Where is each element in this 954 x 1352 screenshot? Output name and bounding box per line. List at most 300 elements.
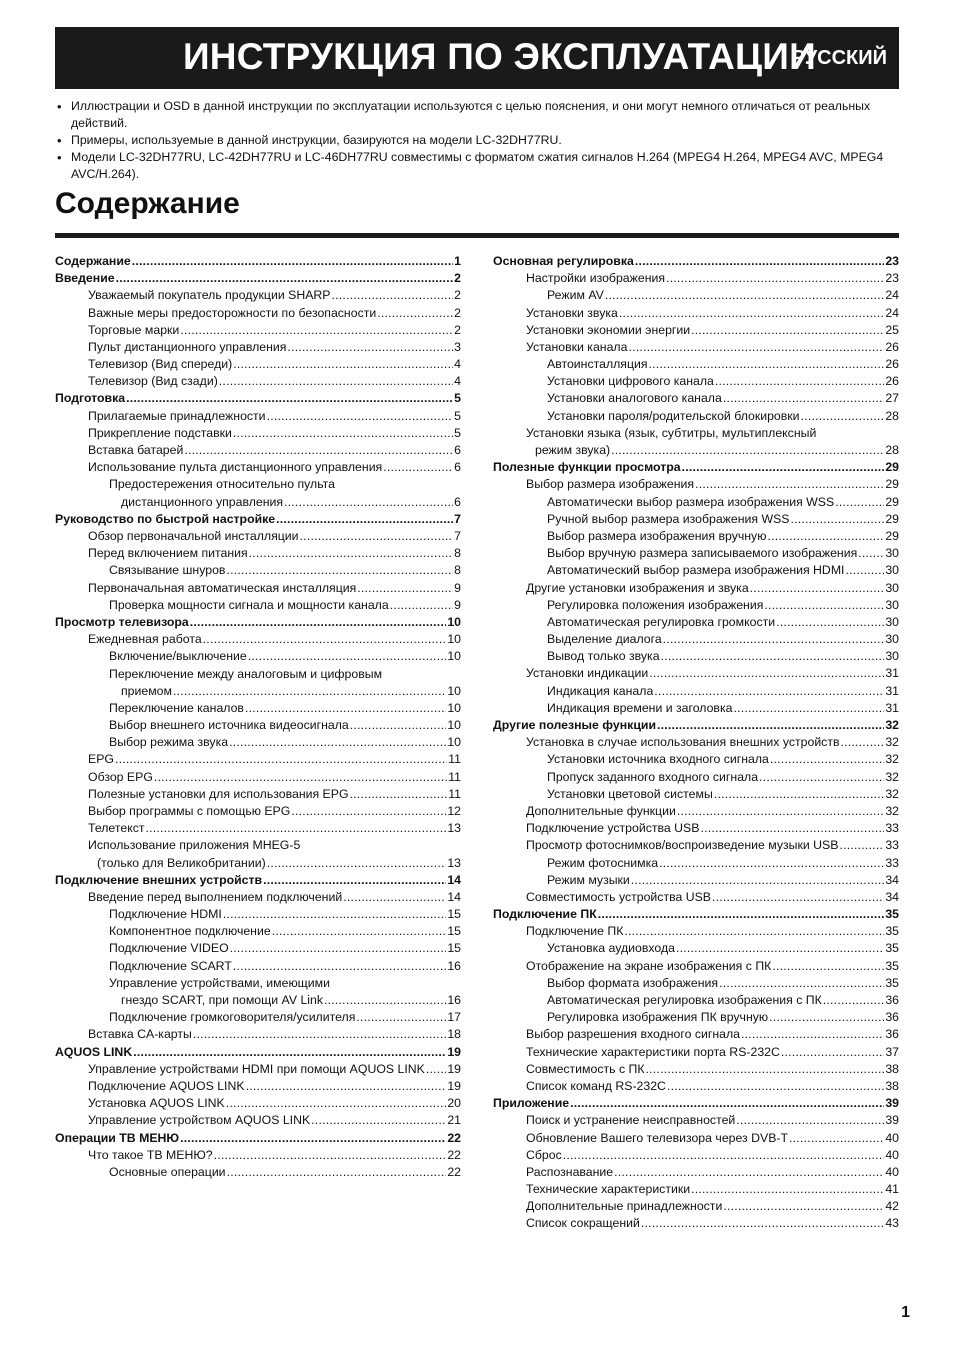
- toc-entry-title: Телевизор (Вид спереди): [88, 357, 233, 372]
- toc-entry-title: Выбор размера изображения вручную: [547, 528, 767, 543]
- dot-leader: [598, 906, 885, 923]
- toc-entry-page: 10: [447, 614, 461, 629]
- toc-entry[interactable]: [493, 1130, 899, 1147]
- toc-entry[interactable]: [493, 975, 899, 992]
- toc-entry-title: Выбор вручную размера записываемого изображения: [547, 546, 858, 561]
- toc-entry-page: 30: [885, 563, 899, 578]
- toc-entry[interactable]: [55, 803, 461, 820]
- toc-entry-title: Управление устройствами HDMI при помощи AQUOS LINK: [88, 1061, 425, 1076]
- dot-leader: [116, 270, 454, 287]
- dot-leader: [184, 442, 453, 459]
- toc-entry[interactable]: [493, 1216, 899, 1233]
- toc-entry[interactable]: [493, 1009, 899, 1026]
- toc-entry[interactable]: [493, 889, 899, 906]
- toc-entry-title: Перед включением питания: [88, 546, 248, 561]
- toc-entry-page: 33: [885, 821, 899, 836]
- toc-entry-page: 5: [454, 391, 461, 406]
- dot-leader: [723, 1198, 884, 1215]
- dot-leader: [649, 356, 885, 373]
- dot-leader: [772, 958, 884, 975]
- toc-entry[interactable]: [55, 872, 461, 889]
- toc-entry-title: Сброс: [526, 1147, 562, 1162]
- toc-entry[interactable]: [55, 1147, 461, 1164]
- toc-entry-title: Обновление Вашего телевизора через DVB-T: [526, 1130, 789, 1145]
- toc-entry-title: Выделение диалога: [547, 632, 662, 647]
- toc-entry[interactable]: [55, 1061, 461, 1078]
- toc-entry[interactable]: [55, 992, 461, 1009]
- toc-entry-page: 37: [885, 1044, 899, 1059]
- toc-entry-title: Список команд RS-232C: [526, 1078, 666, 1093]
- dot-leader: [246, 1078, 447, 1095]
- toc-entry[interactable]: [55, 408, 461, 425]
- dot-leader: [126, 391, 453, 408]
- toc-entry-title: Выбор внешнего источника видеосигнала: [109, 718, 349, 733]
- toc-entry-title: Установки канала: [526, 339, 628, 354]
- toc-entry-title: Установки звука: [526, 305, 618, 320]
- toc-entry[interactable]: [493, 597, 899, 614]
- toc-entry-page: 21: [447, 1113, 461, 1128]
- dot-leader: [350, 717, 447, 734]
- dot-leader: [845, 562, 884, 579]
- toc-entry[interactable]: [493, 648, 899, 665]
- toc-entry-title: Торговые марки: [88, 322, 180, 337]
- dot-leader: [249, 545, 454, 562]
- toc-entry-title: Выбор программы с помощью EPG: [88, 803, 291, 818]
- toc-entry[interactable]: [55, 494, 461, 511]
- toc-entry[interactable]: [493, 562, 899, 579]
- toc-entry-page: 29: [885, 460, 899, 475]
- language-label: РУССКИЙ: [791, 47, 887, 69]
- toc-entry[interactable]: [55, 683, 461, 700]
- toc-entry-page: 22: [447, 1164, 461, 1179]
- toc-entry[interactable]: [493, 683, 899, 700]
- toc-entry-page: 10: [447, 700, 461, 715]
- toc-entry[interactable]: [55, 1009, 461, 1026]
- toc-entry-page: 26: [885, 339, 899, 354]
- dot-leader: [190, 614, 447, 631]
- toc-entry[interactable]: [55, 975, 461, 992]
- toc-entry[interactable]: [493, 803, 899, 820]
- toc-entry[interactable]: [55, 1130, 461, 1147]
- toc-entry-title: Первоначальная автоматическая инсталляция: [88, 580, 357, 595]
- toc-entry-title: Пульт дистанционного управления: [88, 339, 287, 354]
- toc-entry[interactable]: [55, 322, 461, 339]
- dot-leader: [233, 958, 446, 975]
- toc-entry[interactable]: [493, 476, 899, 493]
- toc-entry-page: 36: [885, 1027, 899, 1042]
- toc-entry-page: 7: [454, 511, 461, 526]
- toc-entry[interactable]: [55, 648, 461, 665]
- toc-entry[interactable]: [55, 631, 461, 648]
- dot-leader: [223, 906, 447, 923]
- toc-entry-title: Режим фотоснимка: [547, 855, 659, 870]
- toc-entry-title: Подключение устройства USB: [526, 821, 700, 836]
- toc-entry-title: (только для Великобритании): [97, 855, 266, 870]
- toc-entry-title: Ручной выбор размера изображения WSS: [547, 511, 790, 526]
- toc-entry[interactable]: [493, 855, 899, 872]
- toc-entry[interactable]: [493, 580, 899, 597]
- toc-entry-page: 11: [448, 786, 461, 801]
- toc-entry-title: Список сокращений: [526, 1216, 640, 1231]
- dot-leader: [663, 631, 885, 648]
- toc-entry[interactable]: [493, 1095, 899, 1112]
- toc-entry[interactable]: [55, 820, 461, 837]
- toc-entry-title: Режим музыки: [547, 872, 630, 887]
- toc-entry-title: Включение/выключение: [109, 649, 247, 664]
- toc-entry-page: 9: [454, 597, 461, 612]
- toc-entry-title: Подключение внешних устройств: [55, 872, 263, 887]
- toc-entry[interactable]: [493, 408, 899, 425]
- toc-entry-page: 31: [885, 700, 899, 715]
- toc-entry-title: Дополнительные принадлежности: [526, 1199, 723, 1214]
- toc-entry-page: 2: [454, 271, 461, 286]
- toc-entry-page: 30: [885, 597, 899, 612]
- toc-entry-page: 17: [447, 1010, 461, 1025]
- toc-entry[interactable]: [493, 1112, 899, 1129]
- toc-entry[interactable]: [493, 339, 899, 356]
- toc-entry-title: Подготовка: [55, 391, 126, 406]
- toc-entry[interactable]: [55, 459, 461, 476]
- toc-entry-page: 16: [447, 993, 461, 1008]
- toc-entry[interactable]: [55, 769, 461, 786]
- toc-entry-title: Технические характеристики: [526, 1182, 691, 1197]
- toc-entry-title: Переключение между аналоговым и цифровым: [109, 666, 383, 681]
- toc-entry[interactable]: [55, 442, 461, 459]
- dot-leader: [357, 580, 453, 597]
- dot-leader: [311, 1112, 446, 1129]
- toc-entry[interactable]: [493, 1026, 899, 1043]
- toc-entry[interactable]: [493, 305, 899, 322]
- toc-entry-page: 23: [885, 253, 899, 268]
- dot-leader: [858, 545, 884, 562]
- toc-entry-title: Дополнительные функции: [526, 803, 676, 818]
- toc-entry-title: Выбор размера изображения: [526, 477, 695, 492]
- toc-entry[interactable]: [55, 906, 461, 923]
- toc-entry[interactable]: [493, 717, 899, 734]
- toc-entry[interactable]: [55, 356, 461, 373]
- dot-leader: [741, 1026, 884, 1043]
- dot-leader: [300, 528, 454, 545]
- dot-leader: [343, 889, 446, 906]
- toc-entry[interactable]: [55, 580, 461, 597]
- toc-entry[interactable]: [493, 614, 899, 631]
- toc-entry-title: Важные меры предосторожности по безопасности: [88, 305, 377, 320]
- dot-leader: [229, 734, 446, 751]
- toc-entry[interactable]: [493, 356, 899, 373]
- dot-leader: [628, 339, 884, 356]
- toc-entry-title: дистанционного управления: [121, 494, 284, 509]
- dot-leader: [649, 666, 884, 683]
- toc-entry[interactable]: [493, 1181, 899, 1198]
- toc-entry-title: Предостережения относительно пульта: [109, 477, 335, 492]
- dot-leader: [230, 941, 447, 958]
- toc-entry-title: Телевизор (Вид сзади): [88, 374, 218, 389]
- toc-entry[interactable]: [55, 855, 461, 872]
- toc-entry-title: Установки экономии энергии: [526, 322, 691, 337]
- toc-entry[interactable]: [493, 545, 899, 562]
- toc-entry-page: 40: [885, 1147, 899, 1162]
- toc-entry-title: Введение: [55, 271, 115, 286]
- toc-entry-title: Просмотр фотоснимков/воспроизведение музыки USB: [526, 838, 839, 853]
- toc-entry[interactable]: [55, 751, 461, 768]
- toc-entry-page: 16: [447, 958, 461, 973]
- toc-entry[interactable]: [493, 373, 899, 390]
- toc-entry[interactable]: [493, 1044, 899, 1061]
- dot-leader: [267, 408, 454, 425]
- toc-entry-title: Уважаемый покупатель продукции SHARP: [88, 288, 331, 303]
- toc-entry[interactable]: [493, 442, 899, 459]
- dot-leader: [356, 1009, 446, 1026]
- toc-entry[interactable]: [55, 597, 461, 614]
- toc-entry[interactable]: [493, 666, 899, 683]
- toc-entry-title: Регулировка положения изображения: [547, 597, 764, 612]
- toc-entry[interactable]: [55, 614, 461, 631]
- toc-entry-title: Просмотр телевизора: [55, 614, 189, 629]
- title-banner: [55, 27, 899, 89]
- toc-entry-title: Основная регулировка: [493, 253, 634, 268]
- toc-entry[interactable]: [55, 958, 461, 975]
- toc-entry[interactable]: [55, 339, 461, 356]
- toc-entry-page: 35: [885, 924, 899, 939]
- toc-entry-title: Автоматический выбор размера изображения HDMI: [547, 563, 845, 578]
- toc-entry[interactable]: [55, 1112, 461, 1129]
- toc-entry-page: 28: [885, 408, 899, 423]
- toc-entry-title: Установки языка (язык, субтитры, мультиплексный: [526, 425, 817, 440]
- toc-entry-page: 15: [447, 924, 461, 939]
- toc-entry[interactable]: [55, 253, 461, 270]
- toc-entry-page: 29: [885, 477, 899, 492]
- toc-entry[interactable]: [55, 923, 461, 940]
- toc-entry[interactable]: [493, 734, 899, 751]
- toc-entry[interactable]: [55, 391, 461, 408]
- toc-entry-title: Установки источника входного сигнала: [547, 752, 769, 767]
- toc-entry[interactable]: [493, 941, 899, 958]
- toc-entry[interactable]: [493, 820, 899, 837]
- dot-leader: [764, 597, 884, 614]
- dot-leader: [841, 734, 885, 751]
- toc-entry[interactable]: [493, 459, 899, 476]
- toc-entry[interactable]: [493, 391, 899, 408]
- toc-entry-page: 2: [454, 288, 461, 303]
- dot-leader: [781, 1044, 884, 1061]
- toc-entry-page: 13: [447, 855, 461, 870]
- toc-entry[interactable]: [493, 270, 899, 287]
- toc-entry[interactable]: [55, 305, 461, 322]
- dot-leader: [226, 1095, 447, 1112]
- dot-leader: [619, 305, 884, 322]
- toc-entry-page: 31: [885, 666, 899, 681]
- toc-entry[interactable]: [55, 545, 461, 562]
- toc-entry-title: Распознавание: [526, 1164, 614, 1179]
- toc-entry-page: 32: [885, 803, 899, 818]
- dot-leader: [276, 511, 453, 528]
- dot-leader: [383, 459, 453, 476]
- toc-entry-page: 38: [885, 1078, 899, 1093]
- dot-leader: [791, 511, 885, 528]
- dot-leader: [750, 580, 885, 597]
- note-item: • Иллюстрации и OSD в данной инструкции по эксплуатации используются с целью пояснения, и они могут немного отличаться от реальных действий.: [55, 98, 905, 132]
- toc-entry-title: EPG: [88, 752, 114, 767]
- dot-leader: [180, 1130, 446, 1147]
- toc-entry[interactable]: [493, 511, 899, 528]
- toc-entry-page: 33: [885, 855, 899, 870]
- toc-entry-title: Установка аудиовхода: [547, 941, 675, 956]
- dot-leader: [248, 648, 447, 665]
- toc-entry-title: Использование пульта дистанционного управления: [88, 460, 383, 475]
- dot-leader: [426, 1061, 446, 1078]
- toc-entry[interactable]: [493, 769, 899, 786]
- toc-entry[interactable]: [55, 666, 461, 683]
- dot-leader: [691, 322, 884, 339]
- dot-leader: [263, 872, 446, 889]
- toc-entry[interactable]: [55, 837, 461, 854]
- toc-entry[interactable]: [55, 528, 461, 545]
- toc-entry-page: 10: [447, 649, 461, 664]
- toc-entry-page: 32: [885, 752, 899, 767]
- toc-entry-page: 14: [447, 889, 461, 904]
- toc-entry-title: Регулировка изображения ПК вручную: [547, 1010, 769, 1025]
- toc-entry[interactable]: [493, 837, 899, 854]
- toc-entry-title: Выбор режима звука: [109, 735, 229, 750]
- toc-entry-page: 10: [447, 718, 461, 733]
- toc-entry[interactable]: [55, 1044, 461, 1061]
- toc-entry-title: Вставка CA-карты: [88, 1027, 192, 1042]
- toc-entry-title: Приложение: [493, 1096, 570, 1111]
- dot-leader: [657, 717, 884, 734]
- toc-entry[interactable]: [55, 1026, 461, 1043]
- toc-entry[interactable]: [55, 700, 461, 717]
- toc-entry[interactable]: [55, 287, 461, 304]
- toc-entry-title: Автоматическая регулировка изображения с ПК: [547, 993, 822, 1008]
- toc-entry[interactable]: [55, 476, 461, 493]
- dot-leader: [624, 923, 884, 940]
- toc-entry-page: 24: [885, 288, 899, 303]
- toc-entry[interactable]: [493, 1078, 899, 1095]
- toc-entry-page: 30: [885, 580, 899, 595]
- toc-entry-title: Выбор формата изображения: [547, 975, 719, 990]
- dot-leader: [245, 700, 446, 717]
- toc-entry[interactable]: [493, 906, 899, 923]
- toc-entry[interactable]: [55, 511, 461, 528]
- toc-entry[interactable]: [493, 494, 899, 511]
- toc-entry-title: Подключение SCART: [109, 958, 232, 973]
- toc-entry[interactable]: [493, 528, 899, 545]
- toc-entry[interactable]: [493, 1061, 899, 1078]
- toc-entry[interactable]: [493, 287, 899, 304]
- toc-entry-title: Автоматически выбор размера изображения WSS: [547, 494, 835, 509]
- toc-entry-page: 42: [885, 1199, 899, 1214]
- toc-entry-title: Технические характеристики порта RS-232C: [526, 1044, 780, 1059]
- toc-entry-title: Операции ТВ МЕНЮ: [55, 1130, 180, 1145]
- toc-entry[interactable]: [493, 253, 899, 270]
- dot-leader: [733, 700, 884, 717]
- toc-entry-page: 13: [447, 821, 461, 836]
- toc-entry[interactable]: [493, 992, 899, 1009]
- toc-entry-title: Установки индикации: [526, 666, 649, 681]
- toc-entry[interactable]: [55, 1078, 461, 1095]
- toc-entry-title: Управление устройствами, имеющими: [109, 975, 330, 990]
- toc-entry-title: Основные операции: [109, 1164, 226, 1179]
- dot-leader: [667, 1078, 884, 1095]
- toc-entry[interactable]: [493, 631, 899, 648]
- toc-entry-page: 2: [454, 322, 461, 337]
- toc-entry[interactable]: [493, 1147, 899, 1164]
- dot-leader: [272, 923, 447, 940]
- toc-entry-page: 33: [885, 838, 899, 853]
- dot-leader: [563, 1147, 885, 1164]
- toc-entry-title: Вставка батарей: [88, 443, 184, 458]
- dot-leader: [324, 992, 446, 1009]
- toc-entry-page: 14: [447, 872, 461, 887]
- toc-entry[interactable]: [493, 322, 899, 339]
- toc-entry-page: 43: [885, 1216, 899, 1231]
- dot-leader: [712, 889, 884, 906]
- toc-entry[interactable]: [493, 751, 899, 768]
- toc-entry-page: 20: [447, 1096, 461, 1111]
- toc-entry-page: 30: [885, 649, 899, 664]
- toc-entry-page: 19: [447, 1078, 461, 1093]
- toc-entry[interactable]: [55, 786, 461, 803]
- toc-entry[interactable]: [55, 425, 461, 442]
- dot-leader: [193, 1026, 446, 1043]
- toc-entry[interactable]: [55, 270, 461, 287]
- dot-leader: [173, 683, 446, 700]
- toc-entry[interactable]: [493, 923, 899, 940]
- toc-entry-page: 30: [885, 632, 899, 647]
- dot-leader: [214, 1147, 447, 1164]
- toc-entry[interactable]: [493, 872, 899, 889]
- toc-entry-page: 18: [447, 1027, 461, 1042]
- toc-entry[interactable]: [493, 958, 899, 975]
- toc-entry-title: Подключение ПК: [493, 907, 597, 922]
- toc-entry-title: Полезные функции просмотра: [493, 460, 681, 475]
- toc-entry[interactable]: [493, 700, 899, 717]
- toc-entry[interactable]: [493, 786, 899, 803]
- dot-leader: [714, 786, 885, 803]
- toc-entry[interactable]: [55, 1095, 461, 1112]
- toc-entry-title: Вывод только звука: [547, 649, 660, 664]
- toc-entry[interactable]: [55, 1164, 461, 1181]
- dot-leader: [767, 528, 884, 545]
- toc-entry[interactable]: [55, 889, 461, 906]
- toc-entry-title: Подключение ПК: [526, 924, 624, 939]
- dot-leader: [267, 855, 447, 872]
- heading-rule: [55, 233, 899, 238]
- toc-entry-title: Связывание шнуров: [109, 563, 226, 578]
- toc-entry-title: Индикация канала: [547, 683, 654, 698]
- toc-entry-page: 5: [454, 408, 461, 423]
- dot-leader: [146, 820, 447, 837]
- toc-entry-page: 3: [454, 339, 461, 354]
- toc-entry[interactable]: [493, 1164, 899, 1181]
- toc-entry-title: Установки аналогового канала: [547, 391, 722, 406]
- toc-entry-page: 11: [448, 769, 461, 784]
- toc-entry[interactable]: [55, 734, 461, 751]
- toc-entry[interactable]: [493, 425, 899, 442]
- toc-entry[interactable]: [55, 941, 461, 958]
- toc-entry[interactable]: [55, 562, 461, 579]
- toc-entry[interactable]: [55, 373, 461, 390]
- toc-entry[interactable]: [55, 717, 461, 734]
- dot-leader: [332, 287, 454, 304]
- toc-entry[interactable]: [493, 1198, 899, 1215]
- toc-entry-page: 31: [885, 683, 899, 698]
- toc-entry-page: 30: [885, 546, 899, 561]
- dot-leader: [233, 356, 453, 373]
- dot-leader: [666, 270, 884, 287]
- toc-entry-page: 11: [448, 752, 461, 767]
- toc-entry-title: Поиск и устранение неисправностей: [526, 1113, 736, 1128]
